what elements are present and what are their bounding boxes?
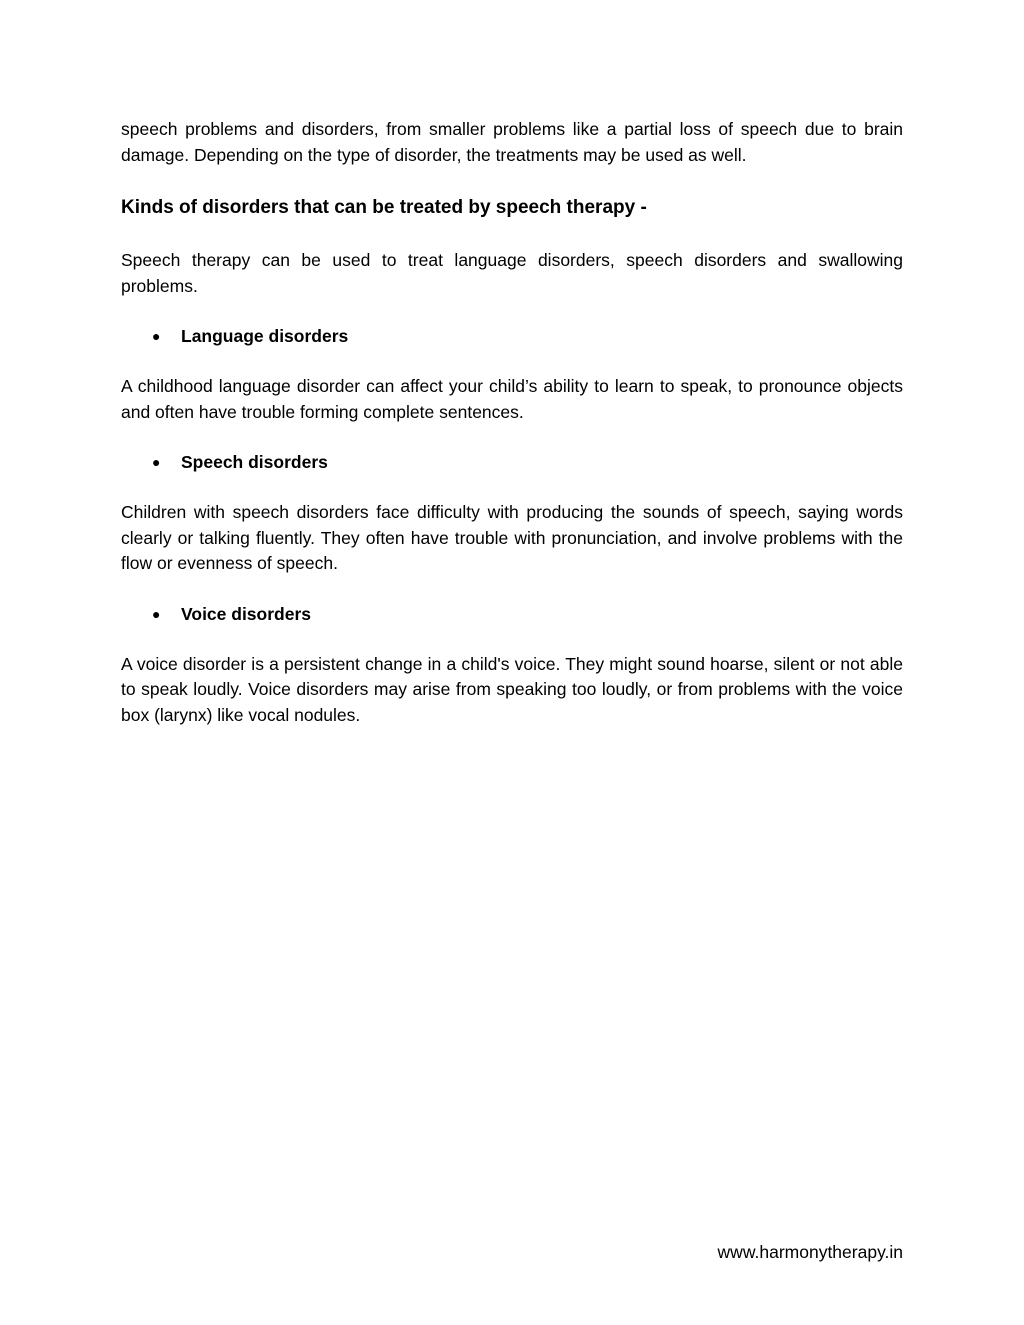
language-disorders-paragraph: A childhood language disorder can affect your child’s ability to learn to speak, to pronounce objects and often have trouble forming complete sentences.: [121, 376, 903, 422]
bullet-title: Voice disorders: [181, 603, 312, 624]
bullet-title: Speech disorders: [181, 452, 328, 472]
document-body: [121, 117, 903, 728]
footer-url: www.harmonytherapy.in: [717, 1242, 903, 1262]
voice-disorders-paragraph: A voice disorder is a persistent change in a child's voice. They might sound hoarse, silent or not able to speak loudly. Voice disorders may arise from speaking too loudly, or from problems with the voice box (larynx) like vocal nodules.: [121, 653, 903, 725]
section-intro-paragraph: Speech therapy can be used to treat language disorders, speech disorders and swallowing problems.: [121, 250, 903, 296]
bullet-title: Language disorders: [181, 326, 349, 346]
bullet-item-speech-disorders: [121, 450, 903, 475]
section-heading: Kinds of disorders that can be treated by speech therapy -: [121, 197, 647, 218]
bullet-item-voice-disorders: [121, 602, 903, 627]
bullet-item-language-disorders: [121, 324, 903, 349]
bullet-icon: ●: [152, 605, 161, 622]
intro-paragraph: speech problems and disorders, from smaller problems like a partial loss of speech due to brain damage. Depending on the type of disorder, the treatments may be used as well.: [121, 119, 903, 165]
bullet-icon: ●: [152, 328, 161, 344]
bullet-icon: ●: [152, 454, 161, 470]
speech-disorders-paragraph: Children with speech disorders face difficulty with producing the sounds of speech, saying words clearly or talking fluently. They often have trouble with pronunciation, and involve problems with the flow or evenness of speech.: [121, 502, 903, 573]
